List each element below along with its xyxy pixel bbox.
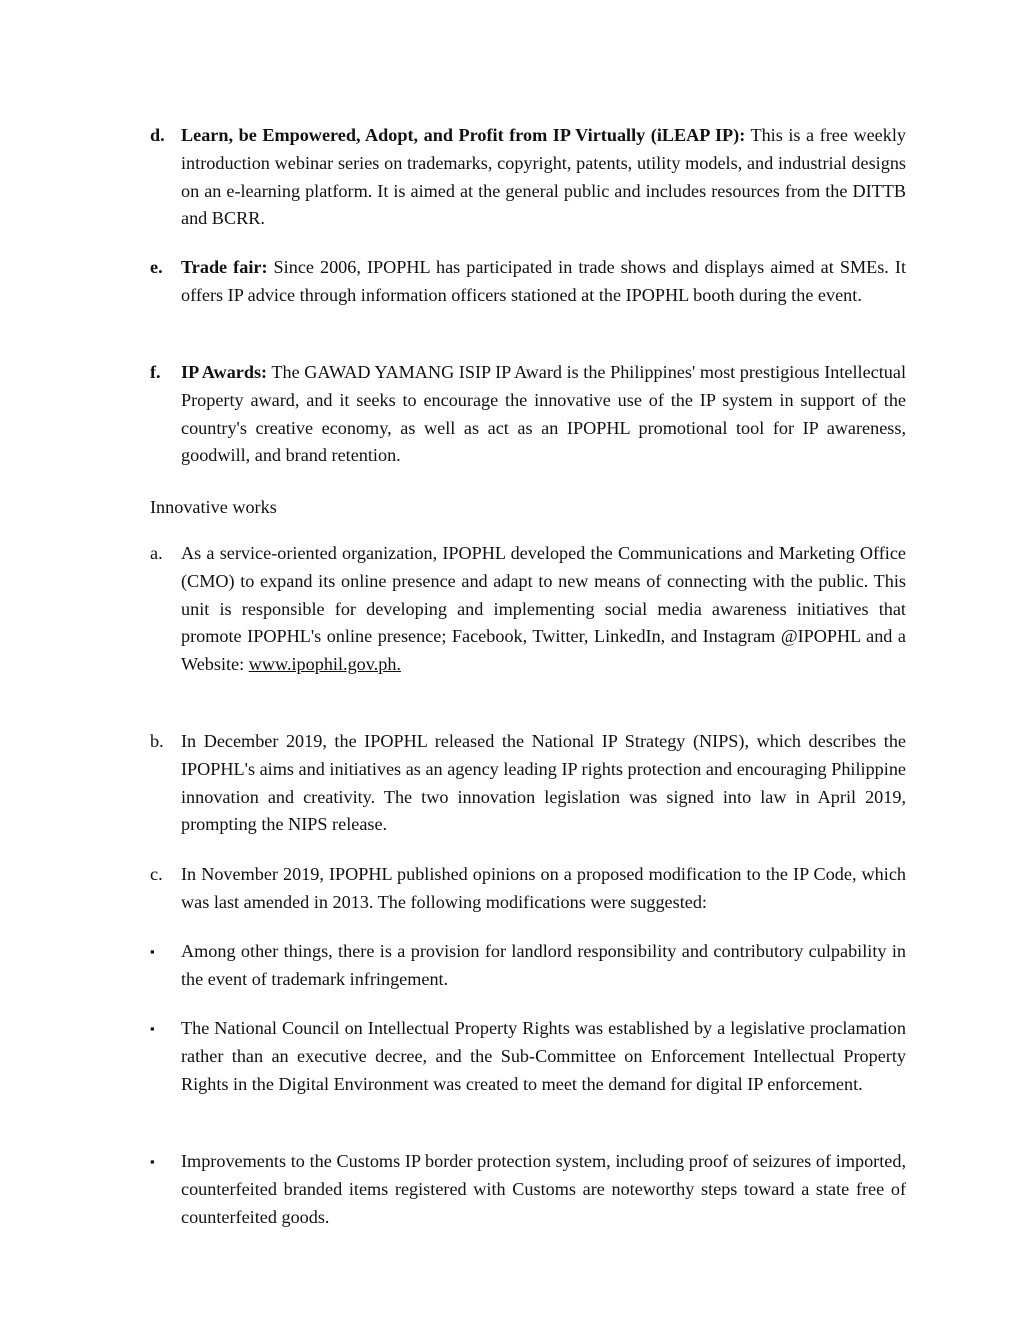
list-item-body (181, 254, 906, 310)
bullet-item-body (181, 1148, 906, 1231)
item-lead-term: Learn, be Empowered, Adopt, and Profit from IP Virtually (iLEAP IP): (181, 125, 746, 145)
list-marker: c. (150, 864, 163, 884)
item-text: The GAWAD YAMANG ISIP IP Award is the Philippines' most prestigious Intellectual Property award, and it seeks to encourage the innovative use of the IP system in support of the country's creative economy, as well as act as an IPOPHL promotional tool for IP awareness, goodwill, and brand retention. (181, 362, 906, 466)
list-item-body (181, 359, 906, 470)
item-text: In December 2019, the IPOPHL released the National IP Strategy (NIPS), which describes the IPOPHL's aims and initiatives as an agency leading IP rights protection and encouraging Philippine innovation and creativity. The two innovation legislation was signed into law in April 2019, prompting the NIPS release. (181, 731, 906, 835)
bullet-item-body (181, 938, 906, 994)
item-text: Improvements to the Customs IP border protection system, including proof of seizures of imported, counterfeited branded items registered with Customs are noteworthy steps toward a state free of counterfeited goods. (181, 1151, 906, 1227)
list-item-ip-awards (150, 359, 906, 470)
list-item-body (181, 540, 906, 679)
item-lead-term: Trade fair: (181, 257, 268, 277)
list-item-ileap (150, 122, 906, 233)
bullet-marker: ▪ (150, 1021, 155, 1036)
list-item-ip-code (150, 861, 906, 917)
list-item-body (181, 861, 906, 917)
website-link[interactable]: www.ipophil.gov.ph. (248, 654, 401, 675)
list-marker: f. (150, 362, 161, 382)
list-item-cmo (150, 540, 906, 679)
item-text: In November 2019, IPOPHL published opinions on a proposed modification to the IP Code, which was last amended in 2013. The following modifications were suggested: (181, 864, 906, 912)
list-marker: a. (150, 543, 163, 563)
list-item-body (181, 122, 906, 233)
list-marker: b. (150, 731, 164, 751)
bullet-item-customs (150, 1148, 906, 1231)
item-text: Since 2006, IPOPHL has participated in trade shows and displays aimed at SMEs. It offers IP advice through information officers stationed at the IPOPHL booth during the event. (181, 257, 907, 305)
item-text: Among other things, there is a provision for landlord responsibility and contributory culpability in the event of trademark infringement. (181, 941, 906, 989)
bullet-item-body (181, 1015, 906, 1098)
bullet-item-landlord (150, 938, 906, 994)
list-item-trade-fair (150, 254, 906, 310)
section-heading: Innovative works (150, 497, 277, 517)
bullet-marker: ▪ (150, 944, 155, 959)
bullet-item-council (150, 1015, 906, 1098)
list-item-nips (150, 728, 906, 839)
list-marker: e. (150, 257, 163, 277)
item-text: As a service-oriented organization, IPOPHL developed the Communications and Marketing Office (CMO) to expand its online presence and adapt to new means of connecting with the public. This unit is responsible for developing and implementing social media awareness initiatives that promote IPOPHL's online presence; Facebook, Twitter, LinkedIn, and Instagram @IPOPHL and a Website: (181, 543, 906, 675)
list-item-body (181, 728, 906, 839)
list-marker: d. (150, 125, 165, 145)
bullet-marker: ▪ (150, 1154, 155, 1169)
item-text: This is a free weekly introduction webinar series on trademarks, copyright, patents, utility models, and industrial designs on an e-learning platform. It is aimed at the general public and includes resources from the DITTB and BCRR. (181, 125, 906, 229)
item-text: The National Council on Intellectual Property Rights was established by a legislative proclamation rather than an executive decree, and the Sub-Committee on Enforcement Intellectual Property Rights in the Digital Environment was created to meet the demand for digital IP enforcement. (181, 1018, 906, 1094)
item-lead-term: IP Awards: (181, 362, 268, 382)
